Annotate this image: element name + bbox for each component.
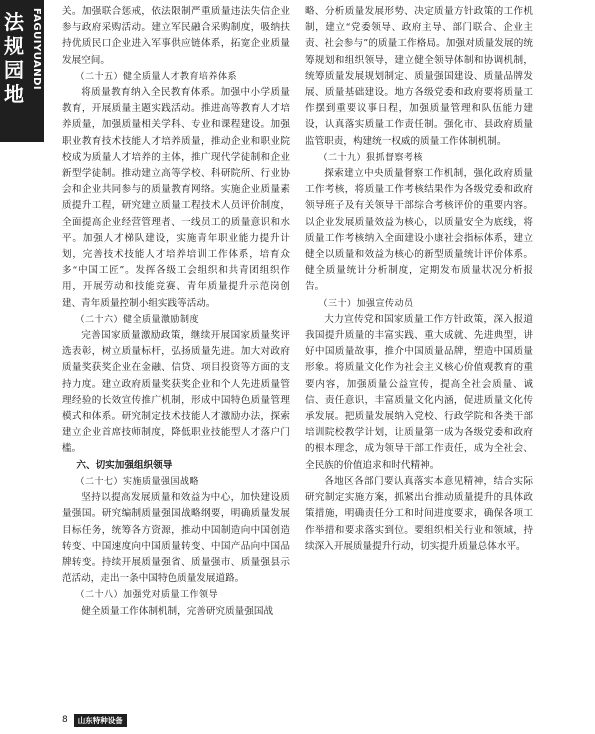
paragraph: 大力宣传党和国家质量工作方针政策，深入报道我国提升质量的丰富实践、重大成就、先进典型，讲好中国质量故事，推介中国质量品牌，塑造中国质量形象。将质量文化作为社会主义核心价值观教育的重要内容，加强质量公益宣传，提高全社会质量、诚信、责任意识，丰富质量文化内涵，促进质量文化传承发展。把质量发展纳入党校、行政学院和各类干部培训院校教学计划，让质量第一成为各级党委和政府的根本理念，成为领导干部工作责任，成为全社会、全民族的价值追求和时代精神。	[305, 313, 533, 471]
paragraph: 坚持以提高发展质量和效益为中心，加快建设质量强国。研究编制质量强国战略纲要，明确质量发展目标任务，统筹各方资源，推动中国制造向中国创造转变、中国速度向中国质量转变、中国产品向中国品牌转变。持续开展质量强省、质量强市、质量强县示范活动，走出一条中国特色质量发展道路。	[62, 492, 290, 585]
paragraph: 将质量教育纳入全民教育体系。加强中小学质量教育，开展质量主题实践活动。推进高等教育人才培养质量，加强质量相关学科、专业和课程建设。加强职业教育技术技能人才培养质量，推动企业和职业院校成为质量人才培养的主体，推广现代学徒制和企业新型学徒制。推动建立高等学校、科研院所、行业协会和企业共同参与的质量教育网络。实施企业质量素质提升工程，研究建立质量工程技术人员评价制度，全面提高企业经营管理者、一线员工的质量意识和水平。加强人才梯队建设，实施青年职业能力提升计划，完善技术技能人才培养培训工作体系，培育众多“中国工匠”。发挥各级工会组织和共青团组织作用，开展劳动和技能竞赛、青年质量提升示范岗创建、青年质量控制小组实践等活动。	[62, 87, 290, 309]
section-heading: 六、切实加强组织领导	[76, 459, 173, 471]
paragraph: 关。加强联合惩戒，依法限制严重质量违法失信企业参与政府采购活动。建立军民融合采购制度，吸纳扶持优质民口企业进入军事供应链体系，拓宽企业质量发展空间。	[62, 6, 290, 66]
paragraph: 完善国家质量激励政策，继续开展国家质量奖评选表彰，树立质量标杆，弘扬质量先进。加大对政府质量奖获奖企业在金融、信贷、项目投资等方面的支持力度。建立政府质量奖获奖企业和个人先进质量管理经验的长效宣传推广机制，形成中国特色质量管理模式和体系。研究制定技术技能人才激励办法，探索建立企业首席技师制度，降低职业技能型人才落户门槛。	[62, 330, 290, 455]
subheading: （二十七）实施质量强国战略	[75, 476, 200, 487]
magazine-name: 山东特种设备	[74, 714, 127, 727]
paragraph: 略、分析质量发展形势、决定质量方针政策的工作机制，建立“党委领导、政府主导、部门联合、企业主责、社会参与”的质量工作格局。加强对质量发展的统筹规划和组织领导，建立健全领导体制和协调机制，统筹质量发展规划制定、质量强国建设、质量品牌发展、质量基础建设。地方各级党委和政府要将质量工作摆到重要议事日程，加强质量管理和队伍能力建设，认真落实质量工作责任制。强化市、县政府质量监管职责，构建统一权威的质量工作体制机制。	[305, 6, 533, 147]
paragraph: 各地区各部门要认真落实本意见精神，结合实际研究制定实施方案，抓紧出台推动质量提升的具体政策措施，明确责任分工和时间进度要求，确保各项工作举措和要求落实到位。要组织相关行业和领域，持续深入开展质量提升行动，切实提升质量总体水平。	[305, 475, 533, 552]
subheading: （二十五）健全质量人才教育培养体系	[75, 71, 238, 82]
left-column	[62, 4, 290, 692]
section-title-cn: 法规园地	[4, 10, 24, 106]
subheading: （三十）加强宣传动员	[318, 298, 414, 309]
right-column	[305, 4, 533, 692]
subheading: （二十九）狠抓督察考核	[318, 152, 424, 163]
section-tab	[0, 0, 44, 142]
section-title-en: FAGUIYUANDI	[31, 8, 42, 91]
page-footer	[62, 713, 127, 727]
subheading: （二十八）加强党对质量工作领导	[75, 590, 219, 601]
paragraph: 健全质量工作体制机制，完善研究质量强国战	[81, 605, 274, 617]
paragraph: 探索建立中央质量督察工作机制，强化政府质量工作考核，将质量工作考核结果作为各级党委和政府领导班子及有关领导干部综合考核评价的重要内容。以企业发展质量效益为核心，以质量安全为底线，将质量工作考核纳入全面建设小康社会指标体系，建立健全以质量和效益为核心的新型质量统计评价体系。健全质量统计分析制度，定期发布质量状况分析报告。	[305, 168, 533, 293]
page-number: 8	[62, 715, 68, 725]
subheading: （二十六）健全质量激励制度	[75, 314, 200, 325]
